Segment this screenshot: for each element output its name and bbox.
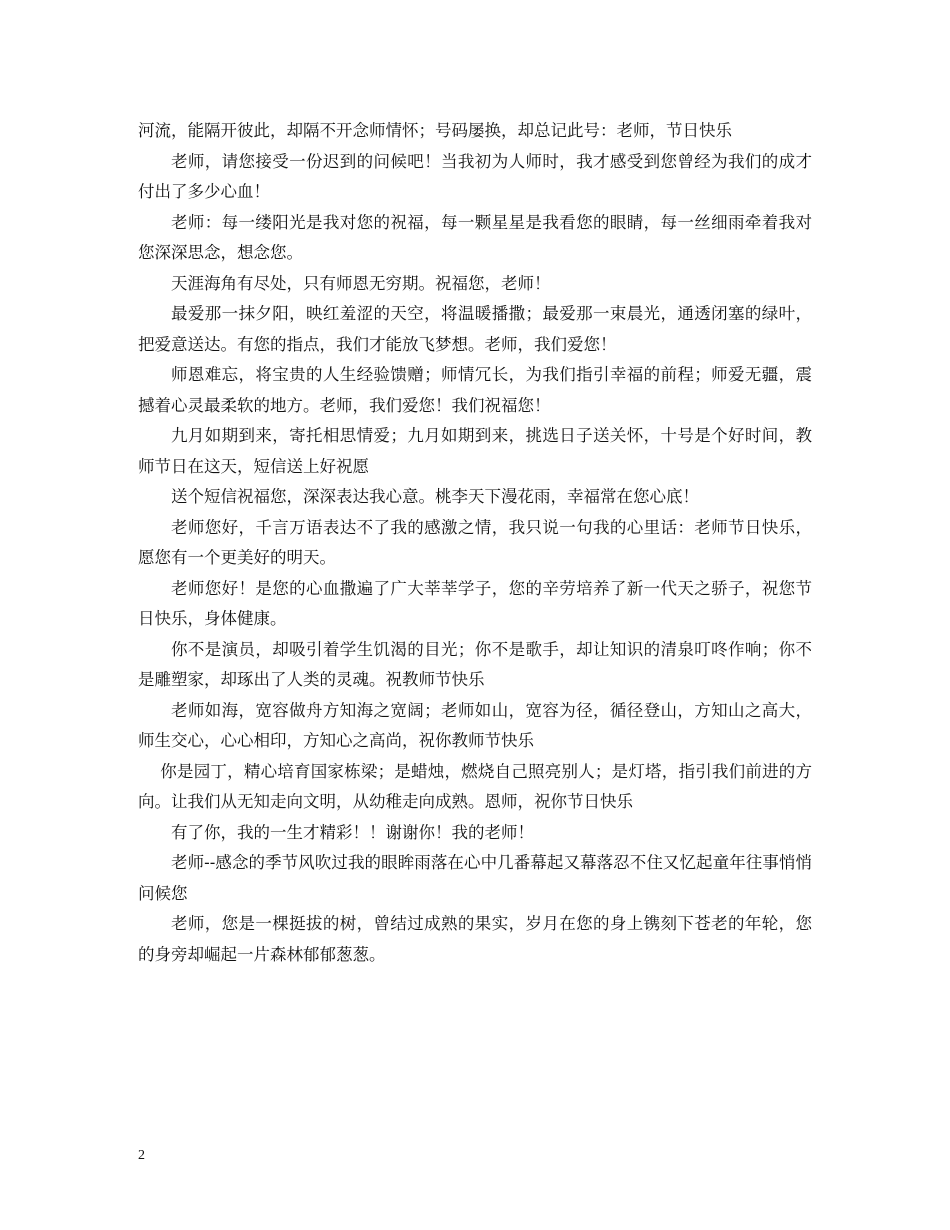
paragraph-12: 老师如海，宽容做舟方知海之宽阔；老师如山，宽容为径，循径登山，方知山之高大，师生交心，心心相印，方知心之高尚，祝你教师节快乐 (138, 700, 812, 750)
paragraph-9: 老师您好，千言万语表达不了我的感激之情，我只说一句我的心里话：老师节日快乐，愿您有一个更美好的明天。 (138, 517, 812, 567)
paragraph-8: 送个短信祝福您，深深表达我心意。桃李天下漫花雨，幸福常在您心底！ (171, 487, 699, 506)
paragraph-5: 最爱那一抹夕阳，映红羞涩的天空，将温暖播撒；最爱那一束晨光，通透闭塞的绿叶，把爱意送达。有您的指点，我们才能放飞梦想。老师，我们爱您！ (138, 304, 812, 354)
paragraph-3: 老师：每一缕阳光是我对您的祝福，每一颗星星是我看您的眼睛，每一丝细雨牵着我对您深深思念，想念您。 (138, 212, 812, 262)
paragraph-13: 你是园丁，精心培育国家栋梁；是蜡烛，燃烧自己照亮别人；是灯塔，指引我们前进的方向。让我们从无知走向文明，从幼稚走向成熟。恩师，祝你节日快乐 (138, 761, 812, 811)
paragraph-7: 九月如期到来，寄托相思情爱；九月如期到来，挑选日子送关怀，十号是个好时间，教师节日在这天，短信送上好祝愿 (138, 426, 812, 476)
paragraph-6: 师恩难忘，将宝贵的人生经验馈赠；师情冗长，为我们指引幸福的前程；师爱无疆，震撼着心灵最柔软的地方。老师，我们爱您！我们祝福您！ (138, 365, 812, 415)
paragraph-1: 河流，能隔开彼此，却隔不开念师情怀；号码屡换，却总记此号：老师，节日快乐 (138, 121, 732, 140)
paragraph-4: 天涯海角有尽处，只有师恩无穷期。祝福您，老师！ (171, 273, 551, 293)
paragraph-14: 有了你，我的一生才精彩！！谢谢你！我的老师！ (171, 822, 534, 842)
paragraph-16: 老师，您是一棵挺拔的树，曾结过成熟的果实，岁月在您的身上镌刻下苍老的年轮，您的身旁却崛起一片森林郁郁葱葱。 (138, 914, 812, 964)
document-body (138, 116, 812, 970)
paragraph-11: 你不是演员，却吸引着学生饥渴的目光；你不是歌手，却让知识的清泉叮咚作响；你不是雕塑家，却琢出了人类的灵魂。祝教师节快乐 (138, 639, 812, 689)
paragraph-10: 老师您好！是您的心血撒遍了广大莘莘学子，您的辛劳培养了新一代天之骄子，祝您节日快乐，身体健康。 (138, 578, 812, 628)
paragraph-15: 老师--感念的季节风吹过我的眼眸雨落在心中几番幕起又幕落忍不住又忆起童年往事悄悄问候您 (138, 853, 812, 903)
page-number: 2 (138, 1148, 145, 1163)
paragraph-2: 老师，请您接受一份迟到的问候吧！当我初为人师时，我才感受到您曾经为我们的成才付出了多少心血！ (138, 151, 812, 201)
